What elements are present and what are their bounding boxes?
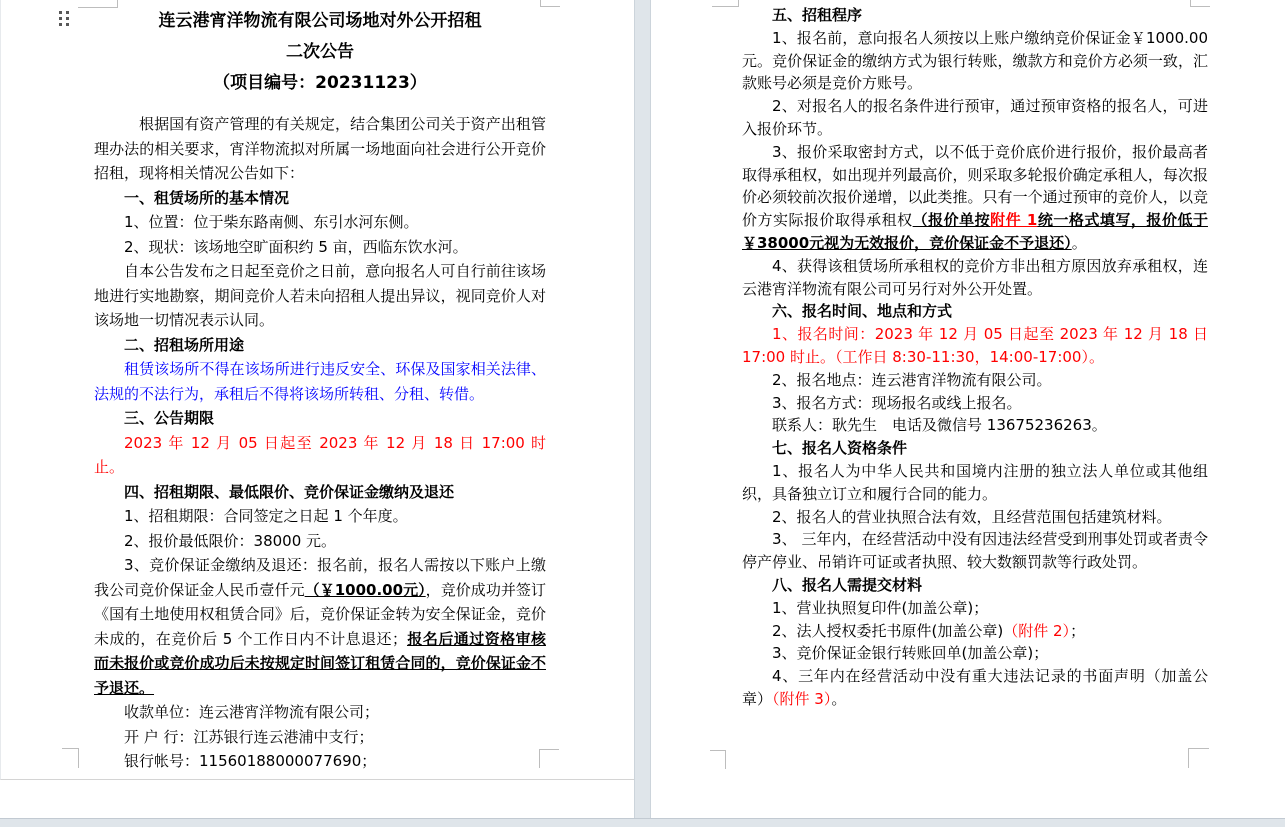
paragraph <box>94 259 546 333</box>
text-run: 附件 1 <box>990 211 1038 230</box>
document-page-1 <box>0 0 634 780</box>
paragraph <box>742 528 1208 574</box>
section-heading <box>742 437 1208 460</box>
text-run: 五、招租程序 <box>772 6 863 24</box>
text-run: 收款单位：连云港宵洋物流有限公司； <box>124 703 380 721</box>
paragraph <box>94 529 546 554</box>
text-run: 3、 三年内，在经营活动中没有因违法经营受到刑事处罚或者责令停产停业、吊销许可证或者执照、较大数额罚款等行政处罚。 <box>742 530 1208 572</box>
paragraph <box>742 506 1208 529</box>
paragraph <box>742 392 1208 415</box>
text-run: 租赁该场所不得在该场所进行违反安全、环保及国家相关法律、法规的不法行为，承租后不得将该场所转租、分租、转借。 <box>94 360 546 403</box>
text-run: 银行帐号：11560188000077690； <box>124 752 377 770</box>
paragraph <box>742 323 1208 369</box>
paragraph <box>742 95 1208 141</box>
text-run: 3、竞价保证金银行转账回单(加盖公章)； <box>772 644 1049 663</box>
doc-title-line <box>94 37 546 68</box>
text-run: 1、招租期限：合同签定之日起 1 个年度。 <box>124 507 408 525</box>
paragraph <box>94 235 546 260</box>
crop-mark <box>1188 748 1209 768</box>
paragraph <box>742 369 1208 392</box>
doc-title-line <box>94 6 546 37</box>
text-run: 六、报名时间、地点和方式 <box>772 302 953 321</box>
text-run: 。 <box>831 689 847 708</box>
text-run: 3、报价采取密封方式，以不低于竞价底价进行报价，报价最高者取得承租权，如出现并列最高价，则采取多轮报价确定承租人，每次报价必须较前次报价递增，以此类推。只有一个通过预审的竞价人，以竞价方实际报价取得承租权 <box>742 142 1208 230</box>
text-run: 统一格式填写，报价低于￥38000元视为无效报价，竞价保证金不予退还） <box>742 211 1208 252</box>
section-heading <box>94 480 546 505</box>
paragraph <box>742 141 1208 255</box>
document-page-2 <box>651 0 1285 818</box>
section-heading <box>742 4 1208 27</box>
paragraph <box>94 504 546 529</box>
paragraph <box>742 414 1208 437</box>
crop-mark <box>540 0 560 7</box>
crop-mark <box>78 0 118 8</box>
paragraph <box>94 357 546 406</box>
text-run: 1、报名时间：2023 年 12 月 05 日起至 2023 年 12 月 18 日 17:00 时止。（工作日 8:30-11:30，14:00-17:00）。 <box>742 325 1208 366</box>
paragraph <box>742 460 1208 506</box>
paragraph <box>742 27 1208 95</box>
text-run: （附件 2） <box>1003 621 1071 640</box>
text-run: 四、招租期限、最低限价、竞价保证金缴纳及退还 <box>124 482 455 501</box>
text-run: 八、报名人需提交材料 <box>772 575 923 594</box>
crop-mark <box>62 748 79 768</box>
text-run: 2、报价最低限价：38000 元。 <box>124 531 337 550</box>
text-run: 4、获得该租赁场所承租权的竞价方非出租方原因放弃承租权，连云港宵洋物流有限公司可另行对外公开处置。 <box>742 256 1208 298</box>
text-run: 根据国有资产管理的有关规定，结合集团公司关于资产出租管理办法的相关要求，宵洋物流拟对所属一场地面向社会进行公开竞价招租，现将相关情况公告如下： <box>94 115 546 182</box>
text-run: （附件 3） <box>772 689 832 708</box>
section-heading <box>94 406 546 431</box>
text-run: 联系人：耿先生 电话及微信号 13675236263。 <box>772 416 1107 435</box>
paragraph <box>94 553 546 700</box>
text-run: 报名后通过资格审核而未报价或竞价成功后未按规定时间签订租赁合同的，竞价保证金不予退还。 <box>94 629 546 697</box>
paragraph <box>742 665 1208 711</box>
text-run: 二、招租场所用途 <box>124 335 245 354</box>
text-run: 1、报名人为中华人民共和国境内注册的独立法人单位或其他组织，具备独立订立和履行合同的能力。 <box>742 461 1208 503</box>
section-heading <box>94 333 546 358</box>
page-gap <box>634 0 651 818</box>
paragraph <box>742 620 1208 643</box>
paragraph <box>742 255 1208 301</box>
crop-mark <box>712 0 739 7</box>
paragraph <box>742 597 1208 620</box>
text-run: 3、报名方式：现场报名或线上报名。 <box>772 393 1022 412</box>
text-run: 2、报名人的营业执照合法有效，且经营范围包括建筑材料。 <box>772 507 1172 526</box>
text-run: （项目编号：20231123） <box>213 73 427 93</box>
text-run: 二次公告 <box>286 42 354 62</box>
text-run: （￥1000.00元） <box>304 580 426 599</box>
paragraph <box>94 431 546 480</box>
text-run: 1、营业执照复印件(加盖公章)； <box>772 598 989 617</box>
text-run: 。 <box>1071 233 1087 252</box>
paragraph <box>94 112 546 186</box>
text-run: 2、法人授权委托书原件(加盖公章) <box>772 621 1004 640</box>
text-run: ，竞价成功并签订《国有土地使用权租赁合同》后，竞价保证金转为安全保证金，竞价未成的，在竞价后 5 个工作日内不计息退还； <box>94 580 546 648</box>
paragraph <box>742 642 1208 665</box>
text-run: 三、公告期限 <box>124 409 215 427</box>
section-heading <box>94 186 546 211</box>
text-run: 3、竞价保证金缴纳及退还：报名前，报名人需按以下账户上缴我公司竞价保证金人民币壹仟元 <box>94 556 546 599</box>
section-heading <box>742 300 1208 323</box>
text-run: ； <box>1070 621 1086 640</box>
paragraph <box>94 210 546 235</box>
doc-title-line <box>94 68 546 99</box>
section-heading <box>742 574 1208 597</box>
text-run: 七、报名人资格条件 <box>772 439 908 458</box>
text-run: 2、报名地点：连云港宵洋物流有限公司。 <box>772 370 1052 389</box>
text-run: 连云港宵洋物流有限公司场地对外公开招租 <box>158 11 482 31</box>
text-run: 1、报名前，意向报名人须按以上账户缴纳竞价保证金￥1000.00元。竞价保证金的缴纳方式为银行转账，缴款方和竞价方必须一致，汇款账号必须是竞价方账号。 <box>742 28 1208 93</box>
page-bottom-gap <box>0 818 1285 827</box>
text-run: 1、位置：位于柴东路南侧、东引水河东侧。 <box>124 213 419 231</box>
drag-handle-icon[interactable] <box>59 11 72 27</box>
page-1-content <box>1 0 546 774</box>
crop-mark <box>539 749 559 768</box>
crop-mark <box>1190 0 1210 7</box>
paragraph <box>94 700 546 725</box>
paragraph <box>94 749 546 774</box>
text-run: 2023 年 12 月 05 日起至 2023 年 12 月 18 日 17:00 时止。 <box>94 433 546 476</box>
text-run: （报价单按 <box>912 211 991 230</box>
text-run: 一、租赁场所的基本情况 <box>124 188 290 207</box>
text-run: 自本公告发布之日起至竞价之日前，意向报名人可自行前往该场地进行实地勘察，期间竞价人若未向招租人提出异议，视同竞价人对该场地一切情况表示认同。 <box>94 262 546 329</box>
text-run: 开 户 行：江苏银行连云港浦中支行； <box>124 727 374 746</box>
paragraph <box>94 725 546 750</box>
crop-mark <box>710 750 726 769</box>
text-run: 2、对报名人的报名条件进行预审，通过预审资格的报名人，可进入报价环节。 <box>742 97 1208 138</box>
text-run: 4、三年内在经营活动中没有重大违法记录的书面声明（加盖公章） <box>742 667 1208 708</box>
page-2-content <box>651 0 1208 711</box>
text-run: 2、现状：该场地空旷面积约 5 亩，西临东饮水河。 <box>124 237 468 256</box>
